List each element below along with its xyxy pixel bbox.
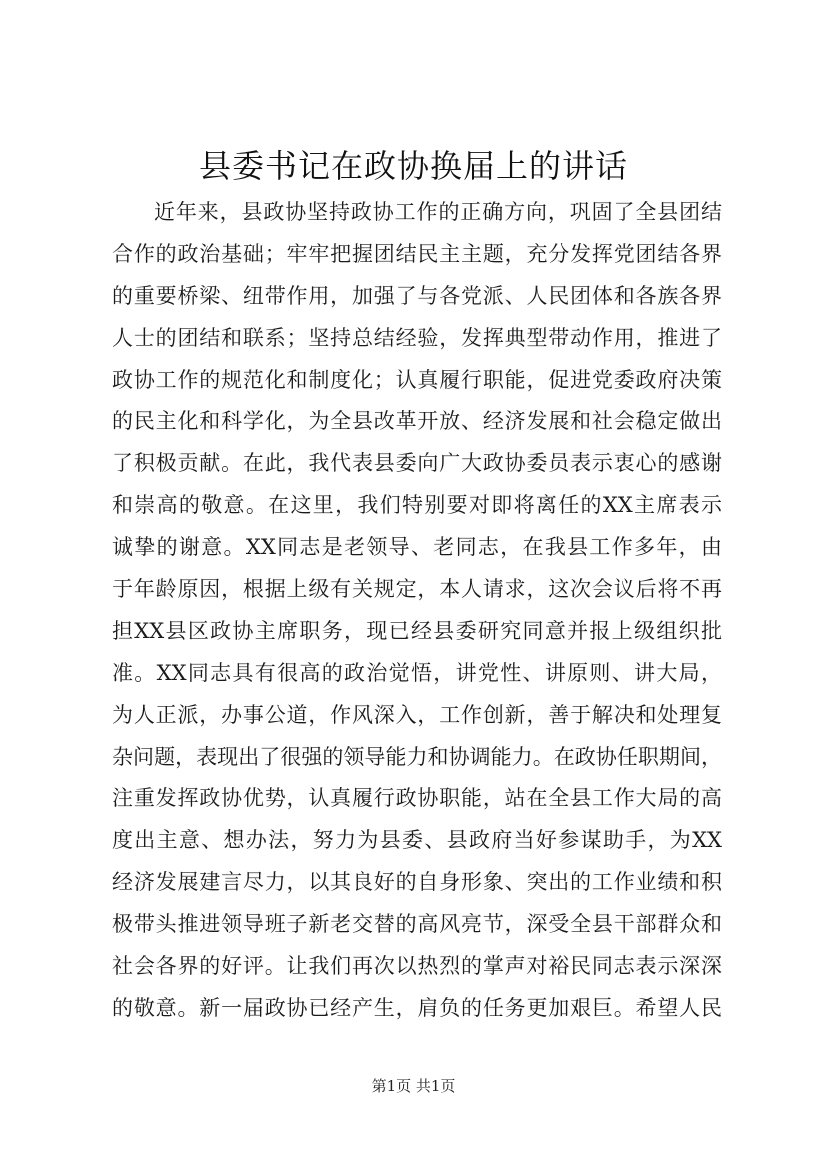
text-line: 度出主意、想办法，努力为县委、县政府当好参谋助手，为XX: [112, 828, 722, 853]
text-line: 的重要桥梁、纽带作用，加强了与各党派、人民团体和各族各界: [112, 283, 722, 308]
text-line: 于年龄原因，根据上级有关规定，本人请求，这次会议后将不再: [112, 577, 722, 602]
text-line: 的民主化和科学化，为全县改革开放、经济发展和社会稳定做出: [112, 409, 722, 434]
document-title: 县委书记在政协换届上的讲话: [198, 147, 628, 185]
text-line: 了积极贡献。在此，我代表县委向广大政协委员表示衷心的感谢: [112, 451, 722, 476]
text-line: 近年来，县政协坚持政协工作的正确方向，巩固了全县团结: [154, 200, 722, 224]
text-line: 合作的政治基础；牢牢把握团结民主主题，充分发挥党团结各界: [112, 241, 722, 266]
text-line: 的敬意。新一届政协已经产生，肩负的任务更加艰巨。希望人民: [112, 995, 722, 1020]
text-line: 准。XX同志具有很高的政治觉悟，讲党性、讲原则、讲大局，: [112, 660, 722, 685]
text-line: 注重发挥政协优势，认真履行政协职能，站在全县工作大局的高: [112, 786, 722, 811]
text-line: 人士的团结和联系；坚持总结经验，发挥典型带动作用，推进了: [112, 325, 722, 350]
text-line: 为人正派，办事公道，作风深入，工作创新，善于解决和处理复: [112, 702, 722, 727]
text-line: 杂问题，表现出了很强的领导能力和协调能力。在政协任职期间，: [112, 744, 722, 769]
text-line: 经济发展建言尽力，以其良好的自身形象、突出的工作业绩和积: [112, 870, 722, 895]
text-line: 和崇高的敬意。在这里，我们特别要对即将离任的XX主席表示: [112, 493, 722, 518]
text-line: 担XX县区政协主席职务，现已经县委研究同意并报上级组织批: [112, 618, 722, 643]
body-text: [112, 192, 722, 1030]
page-number: 第1页 共1页: [371, 1077, 456, 1095]
text-line: 社会各界的好评。让我们再次以热烈的掌声对裕民同志表示深深: [112, 954, 722, 979]
text-line: 政协工作的规范化和制度化；认真履行职能，促进党委政府决策: [112, 367, 722, 392]
text-line: 诚挚的谢意。XX同志是老领导、老同志，在我县工作多年，由: [112, 535, 722, 560]
text-line: 极带头推进领导班子新老交替的高风亮节，深受全县干部群众和: [112, 912, 722, 937]
